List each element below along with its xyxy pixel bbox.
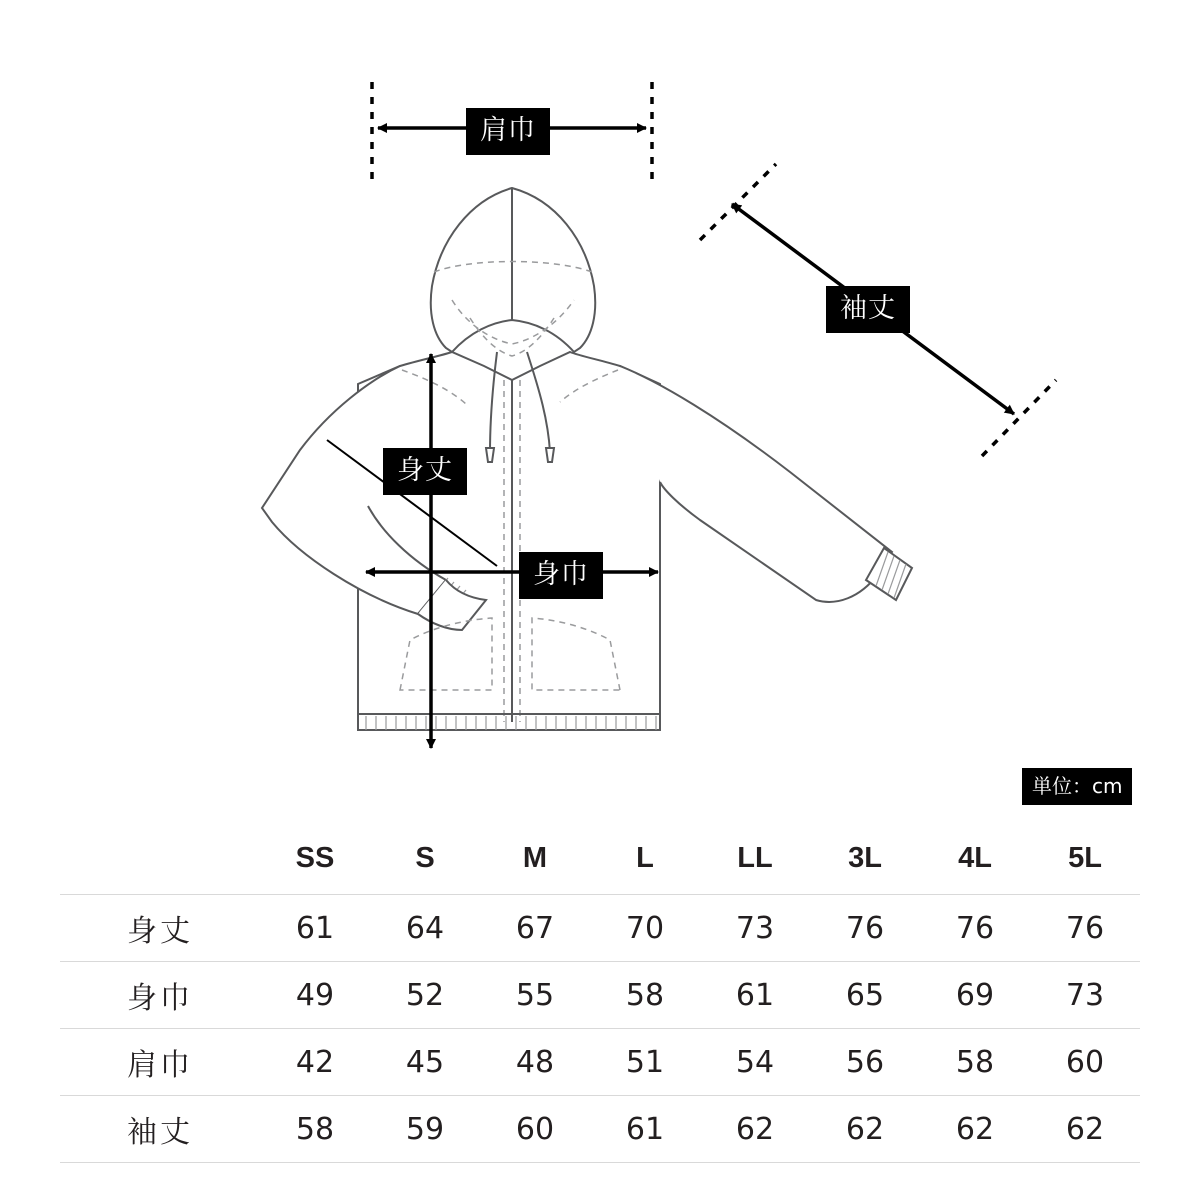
cell-sleeve-length-s: 59 [370, 1096, 480, 1163]
cell-shoulder-width-s: 45 [370, 1029, 480, 1096]
row-label-sleeve-length: 袖丈 [60, 1096, 260, 1163]
cell-shoulder-width-l: 51 [590, 1029, 700, 1096]
cell-shoulder-width-4l: 58 [920, 1029, 1030, 1096]
cell-sleeve-length-3l: 62 [810, 1096, 920, 1163]
cell-body-width-5l: 73 [1030, 962, 1140, 1029]
cell-body-width-ss: 49 [260, 962, 370, 1029]
cell-body-width-s: 52 [370, 962, 480, 1029]
body-width-label: 身巾 [519, 552, 603, 599]
column-header-m: M [480, 822, 590, 895]
cell-body-length-ss: 61 [260, 895, 370, 962]
cell-body-width-l: 58 [590, 962, 700, 1029]
shoulder-width-label: 肩巾 [466, 108, 550, 155]
body-length-label: 身丈 [383, 448, 467, 495]
cell-body-length-l: 70 [590, 895, 700, 962]
row-label-shoulder-width: 肩巾 [60, 1029, 260, 1096]
cell-shoulder-width-3l: 56 [810, 1029, 920, 1096]
column-header-l: L [590, 822, 700, 895]
cell-body-length-4l: 76 [920, 895, 1030, 962]
sleeve-length-label: 袖丈 [826, 286, 910, 333]
table-row [60, 962, 1140, 1029]
cell-sleeve-length-ss: 58 [260, 1096, 370, 1163]
table-row [60, 1096, 1140, 1163]
cell-body-width-ll: 61 [700, 962, 810, 1029]
column-header-s: S [370, 822, 480, 895]
column-header-ss: SS [260, 822, 370, 895]
cell-sleeve-length-5l: 62 [1030, 1096, 1140, 1163]
size-table-body [60, 895, 1140, 1163]
cell-shoulder-width-ll: 54 [700, 1029, 810, 1096]
row-label-body-length: 身丈 [60, 895, 260, 962]
column-header-3l: 3L [810, 822, 920, 895]
table-row [60, 895, 1140, 962]
column-header-4l: 4L [920, 822, 1030, 895]
column-header-ll: LL [700, 822, 810, 895]
size-table-header-row [60, 822, 1140, 895]
cell-sleeve-length-ll: 62 [700, 1096, 810, 1163]
garment-illustration [262, 188, 912, 730]
cell-sleeve-length-l: 61 [590, 1096, 700, 1163]
size-table-head [60, 822, 1140, 895]
cell-body-length-5l: 76 [1030, 895, 1140, 962]
unit-badge: 単位：cm [1022, 768, 1132, 805]
table-row [60, 1029, 1140, 1096]
cell-body-length-s: 64 [370, 895, 480, 962]
cell-body-width-4l: 69 [920, 962, 1030, 1029]
cell-body-length-ll: 73 [700, 895, 810, 962]
column-header-5l: 5L [1030, 822, 1140, 895]
cell-shoulder-width-m: 48 [480, 1029, 590, 1096]
size-table-container [60, 822, 1140, 1163]
cell-shoulder-width-ss: 42 [260, 1029, 370, 1096]
size-table [60, 822, 1140, 1163]
cell-sleeve-length-m: 60 [480, 1096, 590, 1163]
cell-shoulder-width-5l: 60 [1030, 1029, 1140, 1096]
table-corner-header [60, 822, 260, 895]
cell-body-length-m: 67 [480, 895, 590, 962]
cell-body-length-3l: 76 [810, 895, 920, 962]
cell-sleeve-length-4l: 62 [920, 1096, 1030, 1163]
row-label-body-width: 身巾 [60, 962, 260, 1029]
cell-body-width-3l: 65 [810, 962, 920, 1029]
cell-body-width-m: 55 [480, 962, 590, 1029]
